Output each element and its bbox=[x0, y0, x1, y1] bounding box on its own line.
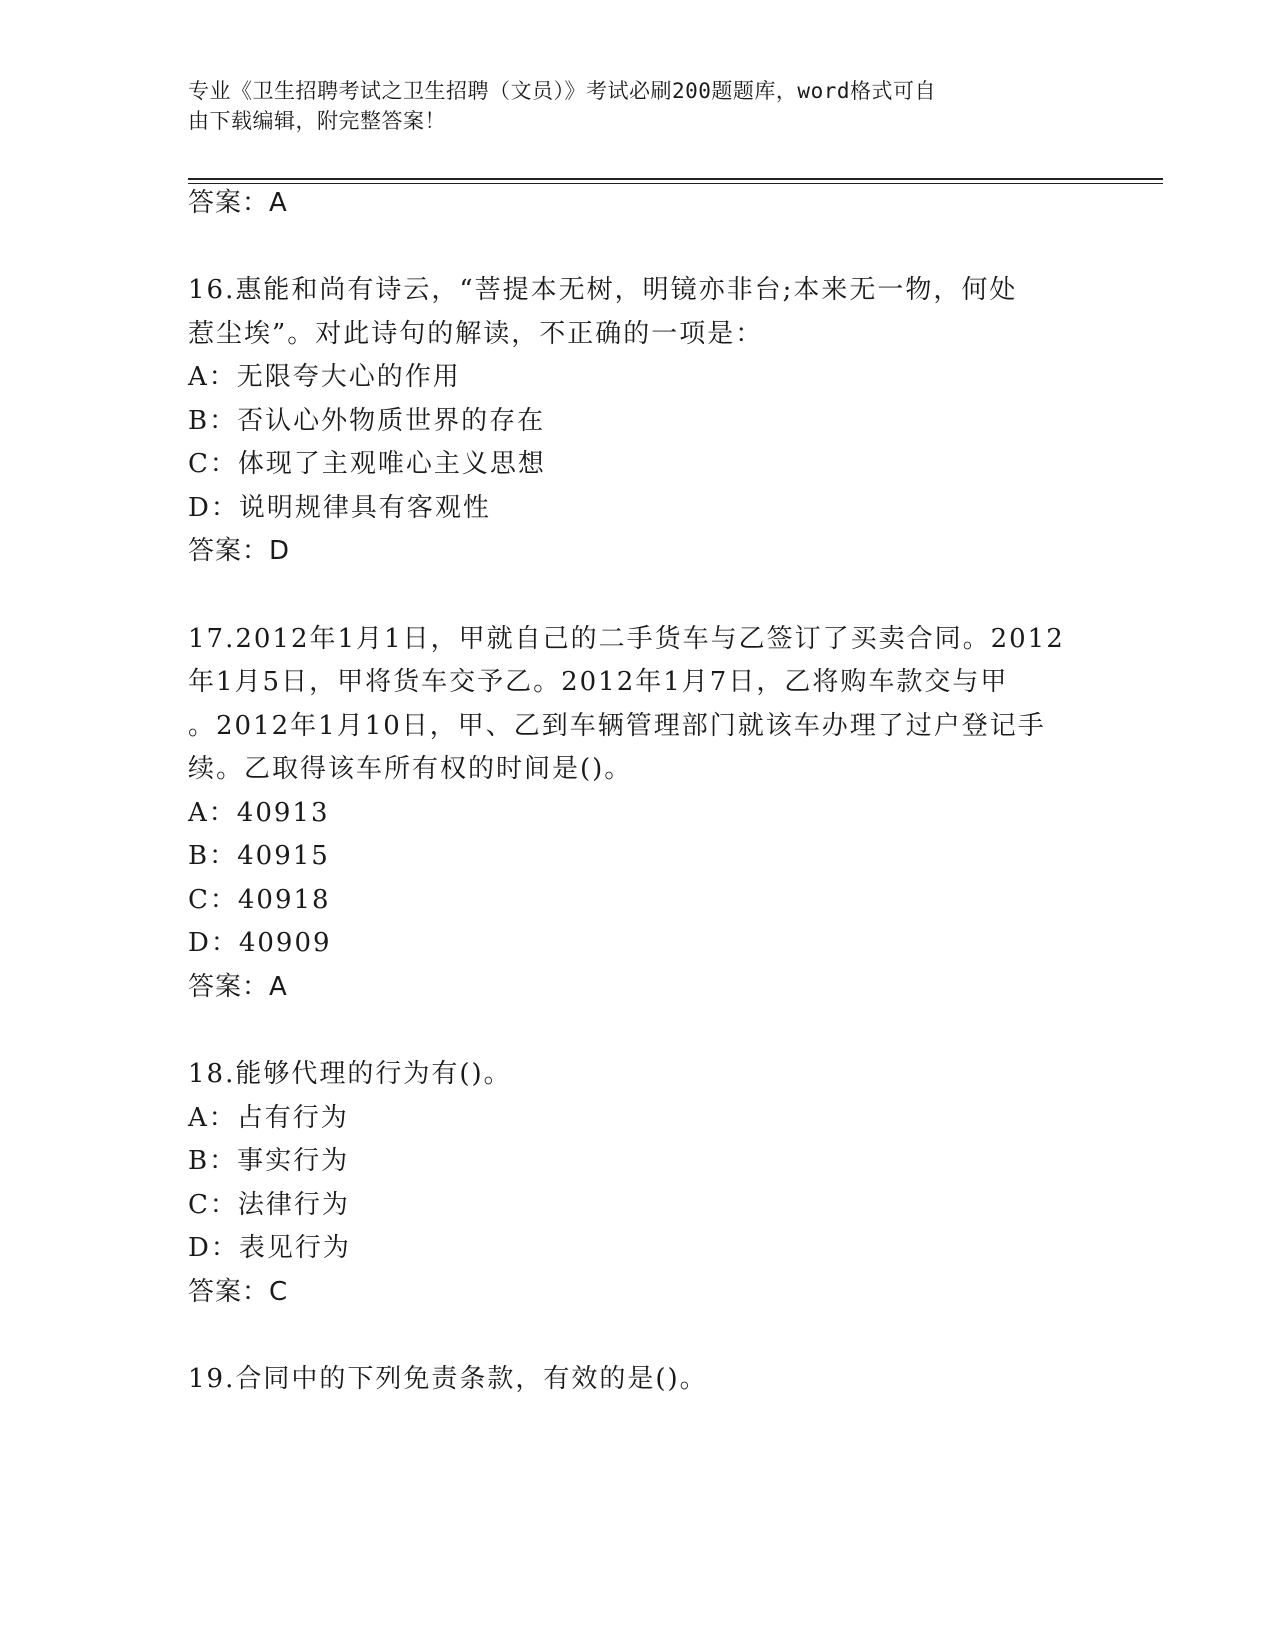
header-divider bbox=[188, 178, 1163, 180]
q16-stem-line-1: 16.惠能和尚有诗云，“菩提本无树，明镜亦非台;本来无一物，何处 bbox=[188, 275, 1018, 305]
q17-stem-line-1: 17.2012年1月1日，甲就自己的二手货车与乙签订了买卖合同。2012 bbox=[188, 624, 1065, 654]
q18-option-a: A：占有行为 bbox=[188, 1103, 349, 1133]
document-header bbox=[188, 76, 1068, 136]
answer-q17: 答案：A bbox=[188, 972, 288, 1002]
q17-option-d: D：40909 bbox=[188, 928, 332, 958]
q16-option-c: C：体现了主观唯心主义思想 bbox=[188, 449, 546, 479]
q17-stem-line-2: 年1月5日，甲将货车交予乙。2012年1月7日，乙将购车款交与甲 bbox=[188, 667, 1009, 697]
q16-option-b: B：否认心外物质世界的存在 bbox=[188, 406, 546, 436]
header-line-1: 专业《卫生招聘考试之卫生招聘（文员）》考试必刷200题题库，word格式可自 bbox=[188, 79, 936, 103]
q18-option-d: D：表见行为 bbox=[188, 1233, 351, 1263]
q18-stem-line-1: 18.能够代理的行为有()。 bbox=[188, 1059, 512, 1089]
q19-stem-line-1: 19.合同中的下列免责条款，有效的是()。 bbox=[188, 1364, 708, 1394]
q16-option-d: D：说明规律具有客观性 bbox=[188, 493, 491, 523]
q17-stem-line-3: 。2012年1月10日，甲、乙到车辆管理部门就该车办理了过户登记手 bbox=[188, 711, 1046, 741]
answer-q16: 答案：D bbox=[188, 536, 291, 566]
q17-option-b: B：40915 bbox=[188, 841, 330, 871]
q17-option-a: A：40913 bbox=[188, 798, 330, 828]
q16-option-a: A：无限夸大心的作用 bbox=[188, 362, 461, 392]
answer-q15: 答案：A bbox=[188, 188, 288, 218]
q18-option-c: C：法律行为 bbox=[188, 1190, 350, 1220]
q16-stem-line-2: 惹尘埃”。对此诗句的解读，不正确的一项是： bbox=[188, 319, 764, 349]
q17-stem-line-4: 续。乙取得该车所有权的时间是()。 bbox=[188, 754, 633, 784]
header-line-2: 由下载编辑，附完整答案！ bbox=[188, 109, 446, 133]
q18-option-b: B：事实行为 bbox=[188, 1146, 350, 1176]
q17-option-c: C：40918 bbox=[188, 885, 331, 915]
answer-q18: 答案：C bbox=[188, 1277, 289, 1307]
header-divider-thin bbox=[188, 183, 1163, 184]
